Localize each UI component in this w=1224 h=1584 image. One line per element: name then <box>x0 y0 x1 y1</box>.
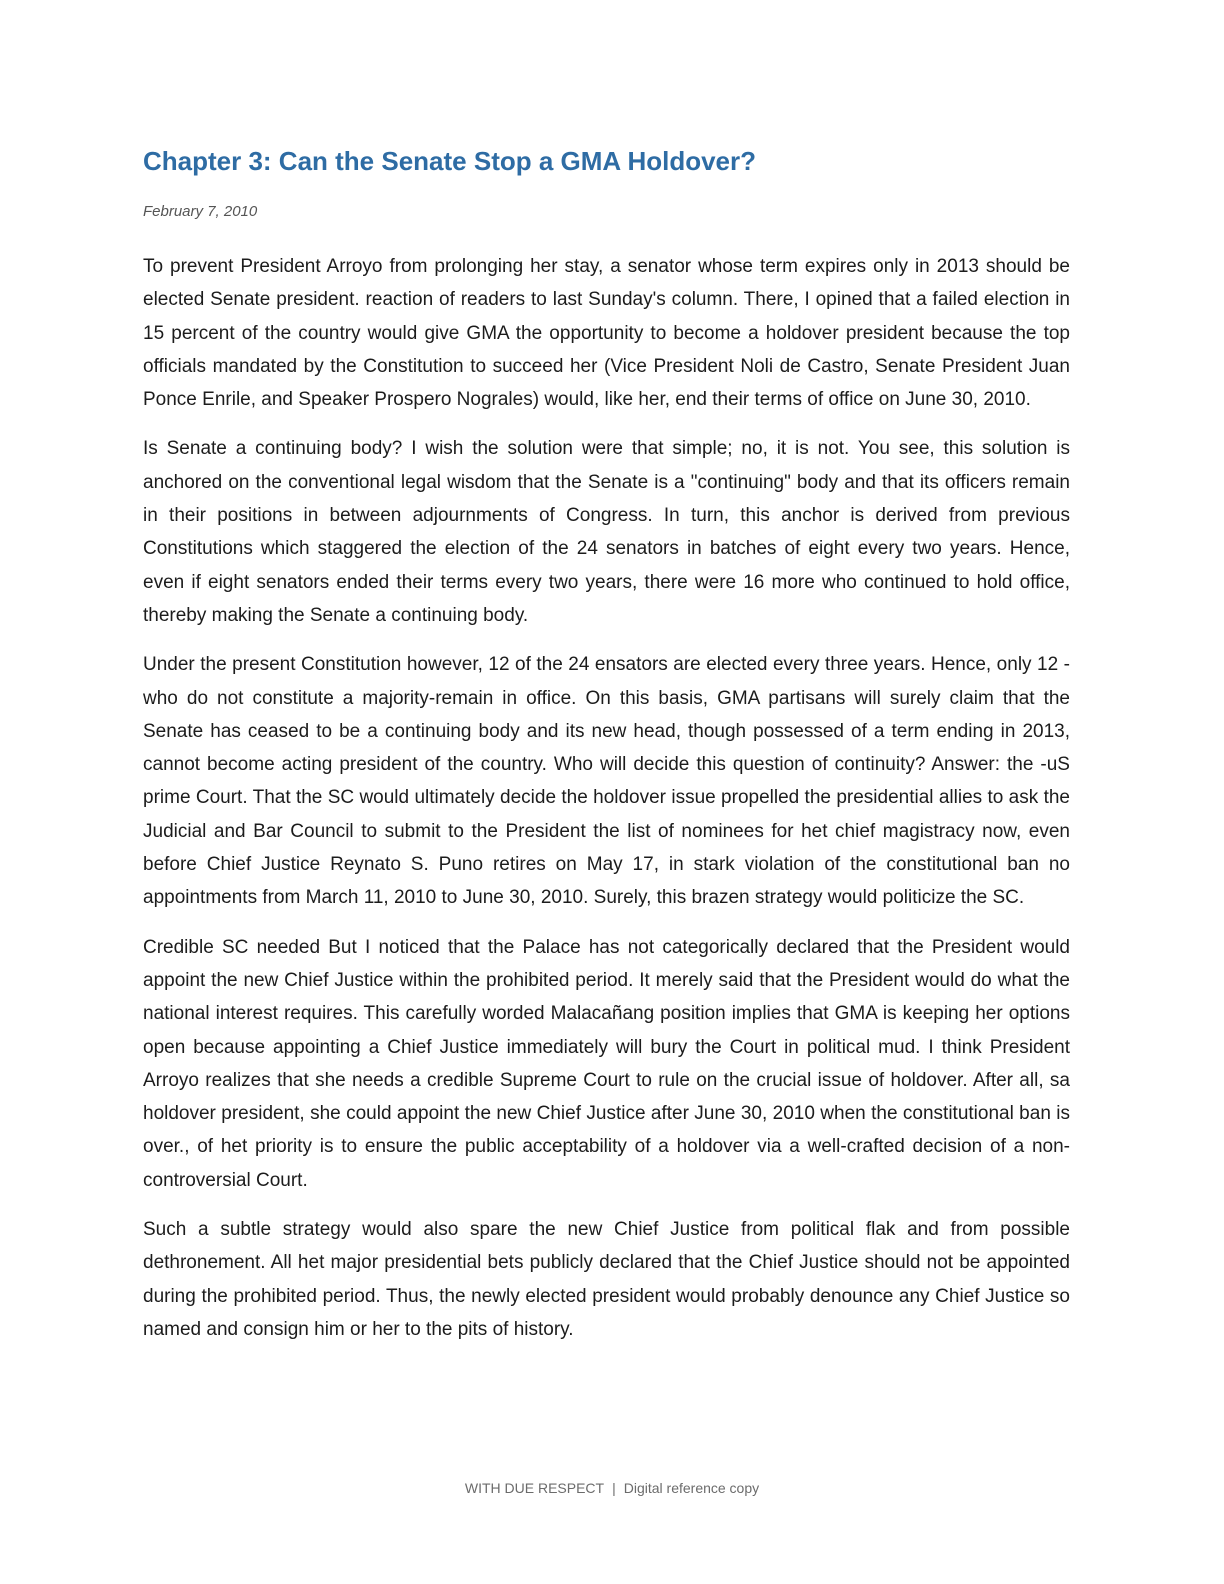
paragraph: To prevent President Arroyo from prolonging her stay, a senator whose term expires only in 2013 should be elected Senate president. reaction of readers to last Sunday's column. There, I opined that a failed election in 15 percent of the country would give GMA the opportunity to become a holdover president because the top officials mandated by the Constitution to succeed her (Vice President Noli de Castro, Senate President Juan Ponce Enrile, and Speaker Prospero Nograles) would, like her, end their terms of office on June 30, 2010. <box>143 256 1070 411</box>
document-content <box>143 142 1070 1362</box>
footer-book-title: WITH DUE RESPECT <box>464 1480 605 1496</box>
paragraph: Is Senate a continuing body? I wish the solution were that simple; no, it is not. You see, this solution is anchored on the conventional legal wisdom that the Senate is a "continuing" body and that its officers remain in their positions in between adjournments of Congress. In turn, this anchor is derived from previous Constitutions which staggered the election of the 24 senators in batches of eight every two years. Hence, even if eight senators ended their terms every two years, there were 16 more who continued to hold office, thereby making the Senate a continuing body. <box>143 438 1070 626</box>
paragraph: Such a subtle strategy would also spare the new Chief Justice from political flak and from possible dethronement. All het major presidential bets publicly declared that the Chief Justice should not be appointed during the prohibited period. Thus, the newly elected president would probably denounce any Chief Justice so named and consign him or her to the pits of history. <box>143 1219 1070 1340</box>
paragraph: Credible SC needed But I noticed that the Palace has not categorically declared that the President would appoint the new Chief Justice within the prohibited period. It merely said that the President would do what the national interest requires. This carefully worded Malacañang position implies that GMA is keeping her options open because appointing a Chief Justice immediately will bury the Court in political mud. I think President Arroyo realizes that she needs a credible Supreme Court to rule on the crucial issue of holdover. After all, sa holdover president, she could appoint the new Chief Justice after June 30, 2010 when the constitutional ban is over., of het priority is to ensure the public acceptability of a holdover via a well-crafted decision of a non-controversial Court. <box>143 936 1070 1191</box>
page-footer <box>0 1478 1224 1498</box>
article-body <box>143 250 1070 1346</box>
footer-note: Digital reference copy <box>623 1480 760 1496</box>
chapter-title: Chapter 3: Can the Senate Stop a GMA Holdover? <box>143 146 757 176</box>
publication-date: February 7, 2010 <box>143 203 258 220</box>
paragraph: Under the present Constitution however, 12 of the 24 ensators are elected every three years. Hence, only 12 - who do not constitute a majority-remain in office. On this basis, GMA partisans will surely claim that the Senate has ceased to be a continuing body and its new head, though possessed of a term ending in 2013, cannot become acting president of the country. Who will decide this question of continuity? Answer: the -uS prime Court. That the SC would ultimately decide the holdover issue propelled the presidential allies to ask the Judicial and Bar Council to submit to the President the list of nominees for het chief magistracy now, even before Chief Justice Reynato S. Puno retires on May 17, in stark violation of the constitutional ban no appointments from March 11, 2010 to June 30, 2010. Surely, this brazen strategy would politicize the SC. <box>143 654 1070 909</box>
footer-separator: | <box>612 1480 616 1496</box>
